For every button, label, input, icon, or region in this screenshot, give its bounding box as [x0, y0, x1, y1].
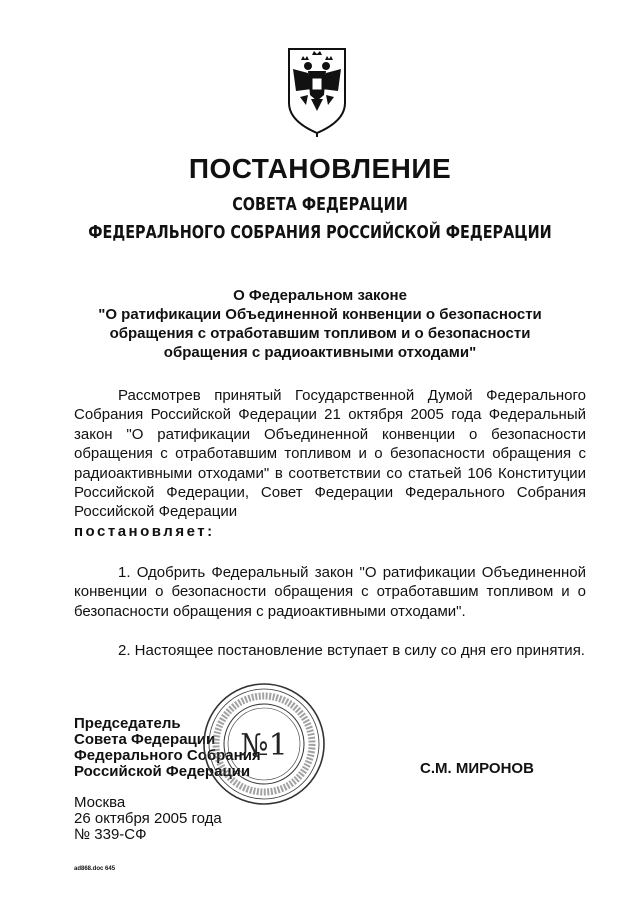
document-number: № 339-СФ [74, 826, 147, 843]
position-line: Совета Федерации [74, 731, 216, 748]
issue-place: Москва [74, 794, 126, 811]
document-subject [70, 286, 570, 362]
resolves-word: постановляет: [74, 522, 215, 540]
signatory-name: С.М. МИРОНОВ [420, 760, 534, 777]
issuing-body-line1: СОВЕТА ФЕДЕРАЦИИ [232, 194, 408, 215]
subject-line: О Федеральном законе [233, 287, 407, 304]
document-title: ПОСТАНОВЛЕНИЕ [188, 153, 452, 184]
subject-line: обращения с отработавшим топливом и о безопасности [109, 325, 531, 342]
resolution-item-2: 2. Настоящее постановление вступает в силу со дня его принятия. [118, 642, 585, 659]
position-line: Федерального Собрания [74, 747, 261, 764]
issuing-body-line2: ФЕДЕРАЛЬНОГО СОБРАНИЯ РОССИЙСКОЙ ФЕДЕРАЦИИ [88, 222, 552, 243]
subject-line: обращения с радиоактивными отходами" [163, 344, 477, 361]
official-seal-icon [200, 680, 328, 808]
document-footer [74, 795, 222, 843]
preamble-paragraph [74, 386, 586, 541]
position-line: Российской Федерации [74, 763, 251, 780]
seal-number: №1 [240, 728, 288, 763]
resolution-item-1: 1. Одобрить Федеральный закон "О ратификации Объединенной конвенции о безопасности обращения с отработавшим топливом и о безопасности обращения с радиоактивными отходами". [74, 564, 586, 620]
file-code: ad868.doc 645 [74, 866, 116, 872]
issue-date: 26 октября 2005 года [74, 810, 222, 827]
coat-of-arms-icon [284, 45, 350, 137]
subject-line: "О ратификации Объединенной конвенции о безопасности [98, 306, 542, 323]
position-line: Председатель [74, 715, 181, 732]
preamble-text: Рассмотрев принятый Государственной Думой Федерального Собрания Российской Федерации 21 октября 2005 года Федеральный закон "О ратификации Объединенной конвенции о безопасности обращения с отработавшим топливом и о безопасности обращения с радиоактивными отходами" в соответствии со статьей 106 Конституции Российской Федерации, Совет Федерации Федерального Собрания Российской Федерации [74, 387, 586, 521]
